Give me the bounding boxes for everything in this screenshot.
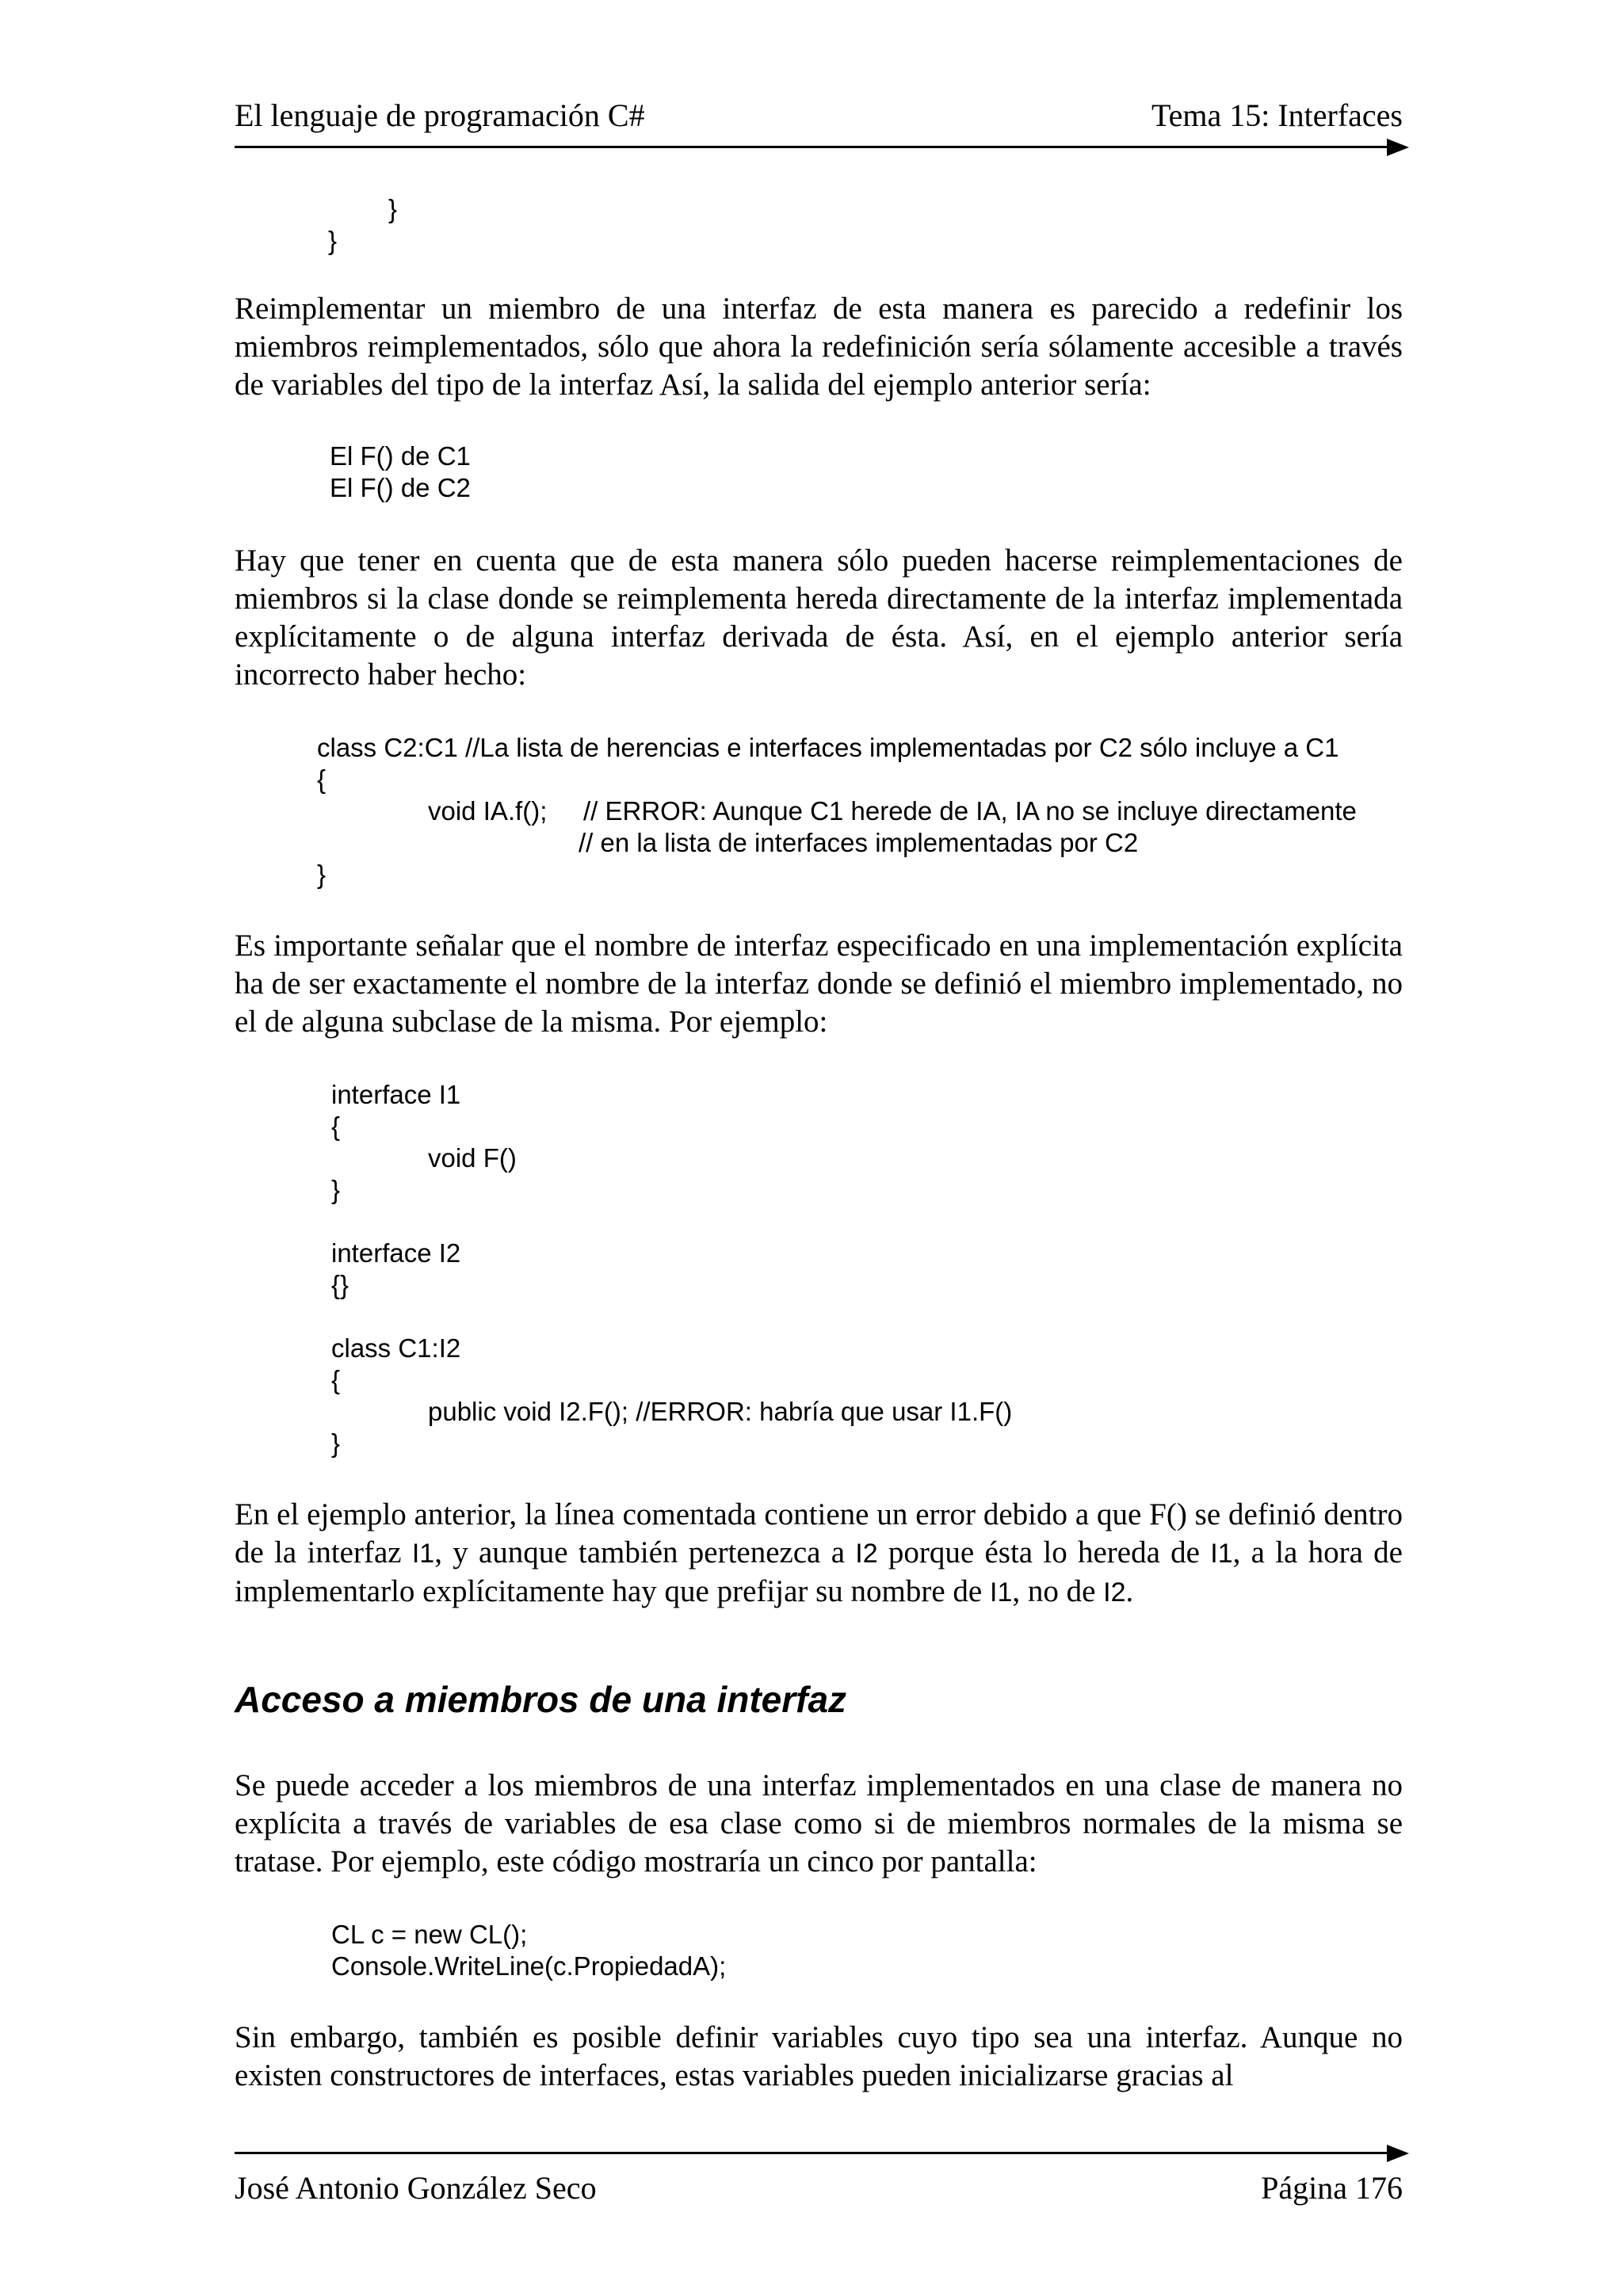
page-footer	[235, 2169, 1403, 2210]
code2-open-brace: {	[317, 765, 327, 794]
code2-method-line: void IA.f();	[428, 796, 548, 826]
para4-code-i2-b: I2	[1103, 1577, 1126, 1608]
para4-text-4: porque ésta lo hereda de	[877, 1535, 1211, 1569]
header-rule	[235, 146, 1390, 148]
code-closing-brace-inner: }	[388, 194, 398, 223]
para4-code-i1-b: I1	[1210, 1539, 1233, 1569]
output-line-1: El F() de C1	[330, 441, 471, 471]
paragraph-error-explanation	[235, 1496, 1403, 1611]
code3-line-7: class C1:I2	[331, 1333, 461, 1363]
page-header	[235, 97, 1403, 138]
paragraph-interface-variables: Sin embargo, también es posible definir variables cuyo tipo sea una interfaz. Aunque no existen constructores de interfaces, estas variables pueden inicializarse gracias al	[235, 2020, 1403, 2092]
code3-line-1: interface I1	[331, 1080, 461, 1109]
code4-line-1: CL c = new CL();	[331, 1920, 528, 1949]
para4-code-f: F()	[1149, 1497, 1187, 1531]
paragraph-explicit-name: Es importante señalar que el nombre de interfaz especificado en una implementación explícita ha de ser exactamente el nombre de la interfaz donde se definió el miembro implementado, no el de alguna subclase de la misma. Por ejemplo:	[235, 929, 1403, 1039]
para4-text-5: , a la hora de implementarlo explícitamente hay que prefijar su nombre de	[235, 1535, 1403, 1608]
para4-text-1: En el ejemplo anterior, la línea comentada contiene un error debido a que	[235, 1497, 1150, 1531]
paragraph-reimplementation: Reimplementar un miembro de una interfaz de esta manera es parecido a redefinir los miembros reimplementados, sólo que ahora la redefinición sería sólamente accesible a través de variables del tipo de la interfaz Así, la salida del ejemplo anterior sería:	[235, 292, 1403, 402]
para4-text-3: , y aunque también pertenezca a	[434, 1535, 856, 1569]
code3-line-4: }	[331, 1175, 341, 1204]
footer-arrow-icon	[1387, 2145, 1409, 2162]
header-arrow-icon	[1387, 139, 1409, 156]
para4-code-i1: I1	[411, 1539, 435, 1569]
code2-close-brace: }	[317, 860, 327, 889]
code-closing-brace-outer: }	[328, 226, 338, 255]
output-line-2: El F() de C2	[330, 473, 471, 502]
header-chapter-title: Tema 15: Interfaces	[1151, 97, 1403, 133]
header-book-title: El lenguaje de programación C#	[235, 97, 645, 133]
code2-error-comment: // ERROR: Aunque C1 herede de IA, IA no se incluye directamente	[583, 796, 1357, 826]
footer-page-number: Página 176	[1261, 2170, 1403, 2206]
para4-text-2: se definió dentro de la interfaz	[235, 1497, 1403, 1569]
paragraph-member-access: Se puede acceder a los miembros de una interfaz implementados en una clase de manera no explícita a través de variables de esa clase como si de miembros normales de la misma se tratase. Por ejemplo, este código mostraría un cinco por pantalla:	[235, 1768, 1403, 1878]
footer-author: José Antonio González Seco	[235, 2170, 597, 2206]
section-heading: Acceso a miembros de una interfaz	[235, 1679, 847, 1720]
para4-code-i2: I2	[855, 1539, 878, 1569]
code3-line-9: public void I2.F(); //ERROR: habría que usar I1.F()	[428, 1397, 1013, 1426]
paragraph-inheritance-note: Hay que tener en cuenta que de esta manera sólo pueden hacerse reimplementaciones de miembros si la clase donde se reimplementa hereda directamente de la interfaz implementada explícitamente o de alguna interfaz derivada de ésta. Así, en el ejemplo anterior sería incorrecto haber hecho:	[235, 543, 1403, 692]
footer-rule	[235, 2152, 1390, 2154]
code3-line-5: interface I2	[331, 1238, 461, 1268]
para4-code-i1-c: I1	[990, 1577, 1013, 1608]
code2-class-line: class C2:C1 //La lista de herencias e interfaces implementadas por C2 sólo incluye a C1	[317, 733, 1339, 762]
code2-error-comment-cont: // en la lista de interfaces implementadas por C2	[579, 828, 1139, 857]
para4-text-6: , no de	[1012, 1574, 1104, 1608]
code3-line-6: {}	[331, 1270, 349, 1299]
code3-line-8: {	[331, 1365, 341, 1394]
para4-text-7: .	[1125, 1574, 1134, 1608]
code3-line-3: void F()	[428, 1143, 517, 1173]
code3-line-2: {	[331, 1112, 341, 1141]
code3-line-10: }	[331, 1428, 341, 1458]
code4-line-2: Console.WriteLine(c.PropiedadA);	[331, 1951, 727, 1981]
